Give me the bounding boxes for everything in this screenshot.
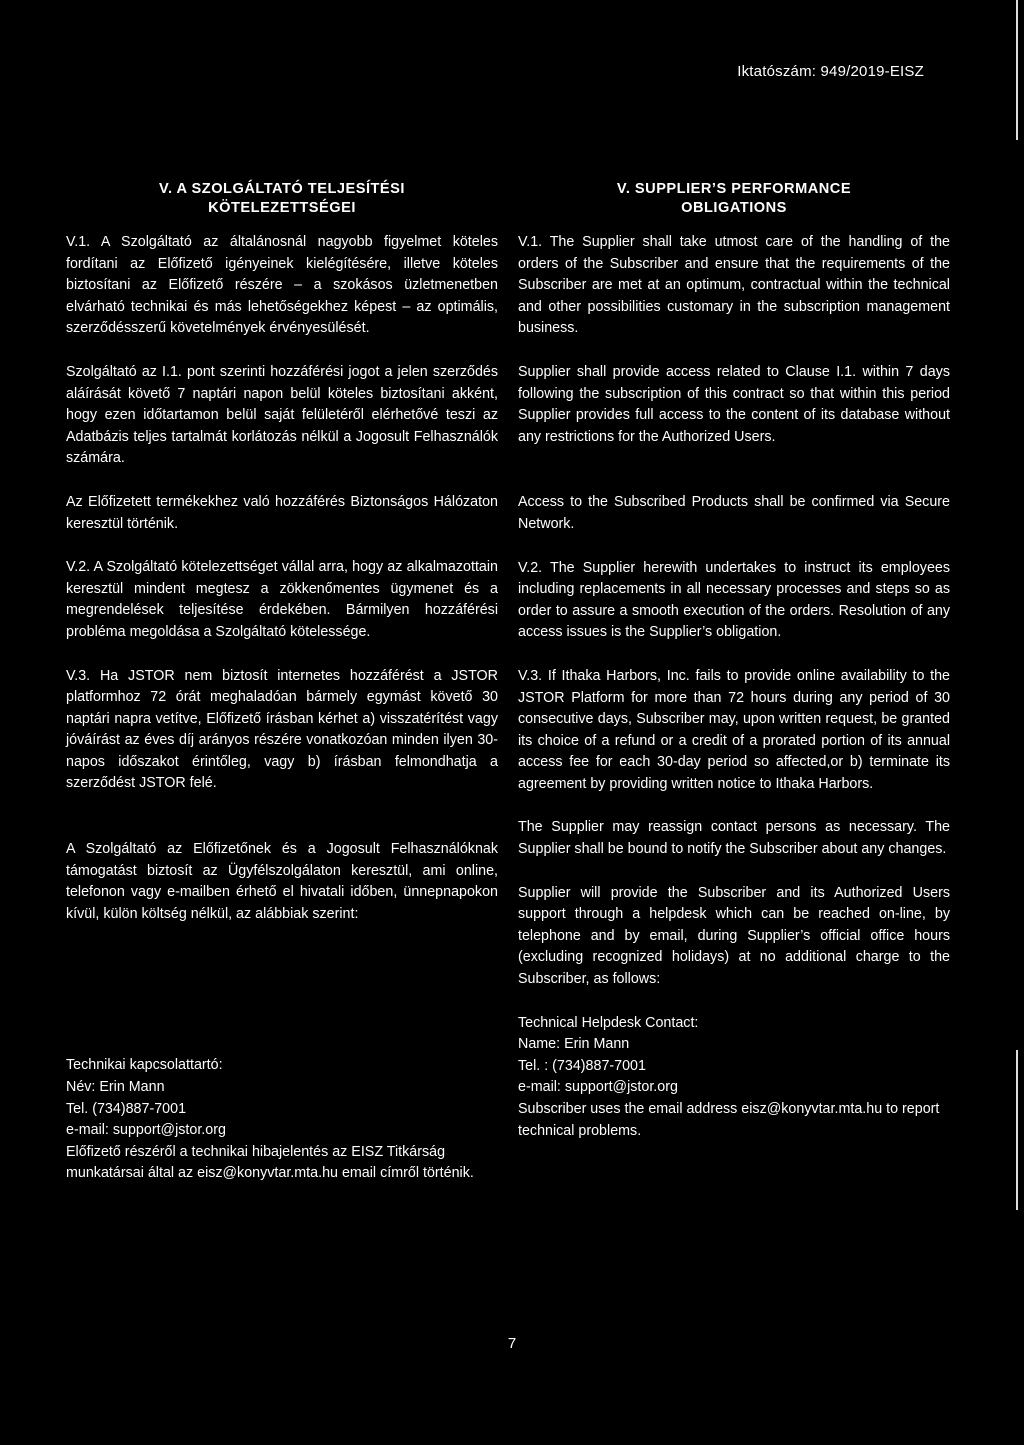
right-paragraph-contacts: The Supplier may reassign contact persons as necessary. The Supplier shall be bound to notify the Subscriber about any changes.	[518, 819, 950, 858]
left-heading	[66, 180, 498, 232]
left-contact-email: e-mail: support@jstor.org	[66, 1122, 226, 1139]
left-contact-tel: Tel. (734)887-7001	[66, 1100, 187, 1117]
left-paragraph-secure-network: Az Előfizetett termékekhez való hozzáférés Biztonságos Hálózaton keresztül történik.	[66, 493, 498, 532]
left-contact-note: Előfizető részéről a technikai hibajelentés az EISZ Titkárság munkatársai által az eisz@konyvtar.mta.hu email címről történik.	[66, 1143, 474, 1182]
right-contact-block	[518, 1013, 950, 1143]
right-heading	[518, 180, 950, 232]
right-contact-title: Technical Helpdesk Contact:	[518, 1014, 699, 1031]
page-edge-line	[1016, 0, 1018, 140]
left-paragraph-support: A Szolgáltató az Előfizetőnek és a Jogosult Felhasználóknak támogatást biztosít az Ügyfélszolgálaton keresztül, ami online, telefonon vagy e-mailben érhető el hivatali időben, ünnepnapokon kívül, külön költség nélkül, az alábbiak szerint:	[66, 841, 498, 922]
left-paragraph-v3: V.3. Ha JSTOR nem biztosít internetes hozzáférést a JSTOR platformhoz 72 órát meghaladóan bármely egymást követő 30 naptári napra vetítve, Előfizető írásban kérhet a) visszatérítést vagy jóváírást az éves díj arányos részére vonatkozóan minden ilyen 30-napos időszakot érintőleg, vagy b) írásban felmondhatja a szerződést JSTOR felé.	[66, 667, 498, 792]
left-contact-block	[66, 1055, 498, 1185]
left-heading-line2: KÖTELEZETTSÉGEI	[208, 200, 356, 216]
right-paragraph-support: Supplier will provide the Subscriber and its Authorized Users support through a helpdesk which can be reached on-line, by telephone and by email, during Supplier’s official office hours (excluding recognized holidays) at no additional charge to the Subscriber, as follows:	[518, 884, 950, 988]
right-paragraph-access: Supplier shall provide access related to Clause I.1. within 7 days following the subscription of this contract so that within this period Supplier provides full access to the content of its database without any restrictions for the Authorized Users.	[518, 363, 950, 445]
left-heading-line1: V. A SZOLGÁLTATÓ TELJESÍTÉSI	[159, 181, 405, 197]
page-edge-line	[1016, 1050, 1018, 1210]
right-heading-line1: V. SUPPLIER’S PERFORMANCE	[616, 181, 852, 197]
left-paragraph-v1: V.1. A Szolgáltató az általánosnál nagyobb figyelmet köteles fordítani az Előfizető igényeinek kielégítésére, illetve köteles biztosítani az Előfizető részére – a szokásos üzletmenetben elvárható technikai és más lehetőségekhez képest – az optimális, szerződésszerű követelmények érvényesülését.	[66, 234, 498, 337]
english-column	[518, 180, 950, 1142]
right-paragraph-v1: V.1. The Supplier shall take utmost care of the handling of the orders of the Subscriber and ensure that the requirements of the Subscriber are met at an optimum, contractual within the technical and other possibilities customary in the subscription management business.	[518, 234, 950, 337]
page-number: 7	[507, 1335, 517, 1352]
left-paragraph-v2: V.2. A Szolgáltató kötelezettséget vállal arra, hogy az alkalmazottain keresztül mindent megtesz a zökkenőmentes ügymenet és a megrendelések teljesítése érdekében. Bármilyen hozzáférési probléma megoldása a Szolgáltató kötelessége.	[66, 559, 498, 640]
right-contact-name: Name: Erin Mann	[518, 1036, 630, 1053]
right-paragraph-v2: V.2. The Supplier herewith undertakes to instruct its employees including replacements in all necessary processes and steps so as order to assure a smooth execution of the orders. Resolution of any access issues is the Supplier’s obligation.	[518, 559, 950, 641]
left-contact-name: Név: Erin Mann	[66, 1079, 165, 1096]
left-contact-title: Technikai kapcsolattartó:	[66, 1057, 223, 1074]
hungarian-column	[66, 180, 498, 1185]
right-paragraph-secure-network: Access to the Subscribed Products shall be confirmed via Secure Network.	[518, 494, 950, 532]
right-heading-line2: OBLIGATIONS	[681, 200, 787, 216]
right-paragraph-v3: V.3. If Ithaka Harbors, Inc. fails to provide online availability to the JSTOR Platform for more than 72 hours during any period of 30 consecutive days, Subscriber may, upon written request, be granted its choice of a refund or a credit of a prorated portion of its annual access fee for each 30-day period so affected,or b) terminate its agreement by providing written notice to Ithaka Harbors.	[518, 667, 950, 792]
right-contact-note: Subscriber uses the email address eisz@konyvtar.mta.hu to report technical problems.	[518, 1101, 940, 1139]
right-contact-tel: Tel. : (734)887-7001	[518, 1057, 646, 1074]
registration-number: Iktatószám: 949/2019-EISZ	[737, 63, 924, 80]
left-paragraph-access: Szolgáltató az I.1. pont szerinti hozzáférési jogot a jelen szerződés aláírását követő 7 naptári napon belül köteles biztosítani akként, hogy ezen időtartamon belül saját felületéről elérhetővé teszi az Adatbázis teljes tartalmát korlátozás nélkül a Jogosult Felhasználók számára.	[66, 363, 498, 467]
right-contact-email: e-mail: support@jstor.org	[518, 1079, 678, 1096]
